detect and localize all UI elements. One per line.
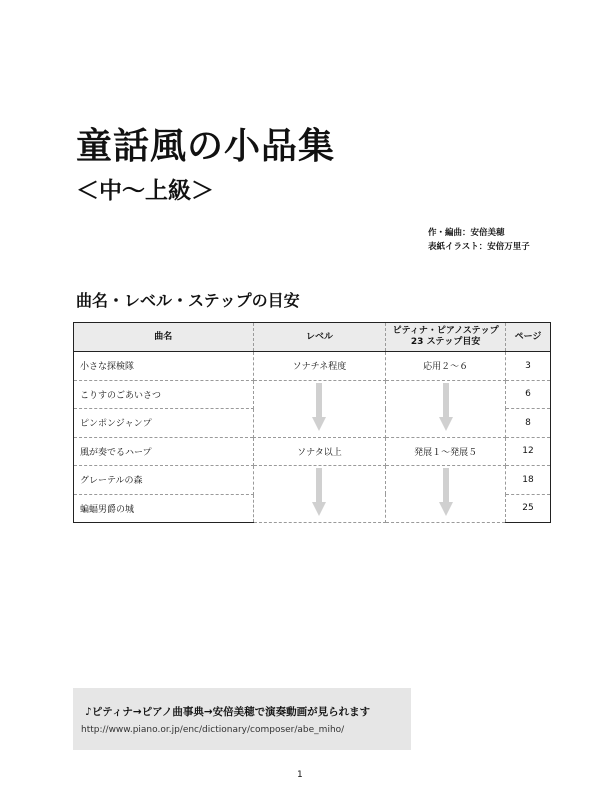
table-row	[74, 352, 551, 381]
song-page: 8	[506, 409, 551, 438]
table-row	[74, 437, 551, 466]
section-heading: 曲名・レベル・ステップの目安	[76, 291, 300, 310]
info-url-link[interactable]: http://www.piano.or.jp/enc/dictionary/composer/abe_miho/	[81, 725, 345, 735]
credits	[428, 226, 530, 254]
song-page: 12	[506, 437, 551, 466]
down-arrow-icon	[439, 383, 453, 433]
down-arrow-icon	[312, 468, 326, 518]
song-page: 3	[506, 352, 551, 381]
song-title: こりすのごあいさつ	[74, 380, 254, 409]
credit-composer: 作・編曲：安倍美穂	[428, 228, 505, 238]
song-level-continued	[253, 466, 386, 523]
table-header-row	[74, 323, 551, 352]
header-step-line2: 23 ステップ目安	[410, 337, 481, 347]
info-box	[73, 688, 411, 750]
song-level: ソナタ以上	[253, 437, 386, 466]
down-arrow-icon	[439, 468, 453, 518]
song-step-continued	[386, 380, 506, 437]
song-title: グレーテルの森	[74, 466, 254, 495]
page-subtitle: ＜中〜上級＞	[76, 178, 214, 204]
table-row	[74, 380, 551, 409]
song-title: ピンポンジャンプ	[74, 409, 254, 438]
header-level: レベル	[253, 323, 386, 352]
header-page: ページ	[506, 323, 551, 352]
down-arrow-icon	[312, 383, 326, 433]
song-title: 蝙蝠男爵の城	[74, 494, 254, 523]
song-title: 小さな探検隊	[74, 352, 254, 381]
song-level-continued	[253, 380, 386, 437]
song-title: 風が奏でるハープ	[74, 437, 254, 466]
page-title: 童話風の小品集	[76, 126, 336, 167]
song-page: 25	[506, 494, 551, 523]
page-number: 1	[297, 770, 303, 780]
credit-illustrator: 表紙イラスト：安倍万里子	[428, 242, 530, 252]
song-step: 応用２〜６	[386, 352, 506, 381]
song-page: 18	[506, 466, 551, 495]
info-text: ♪ピティナ→ピアノ曲事典→安倍美穂で演奏動画が見られます	[85, 706, 371, 718]
song-step: 発展１〜発展５	[386, 437, 506, 466]
header-title: 曲名	[74, 323, 254, 352]
song-step-continued	[386, 466, 506, 523]
song-table	[73, 322, 551, 523]
header-step-line1: ピティナ・ピアノステップ	[392, 326, 499, 336]
header-step	[386, 323, 506, 352]
song-level: ソナチネ程度	[253, 352, 386, 381]
song-page: 6	[506, 380, 551, 409]
table-row	[74, 466, 551, 495]
